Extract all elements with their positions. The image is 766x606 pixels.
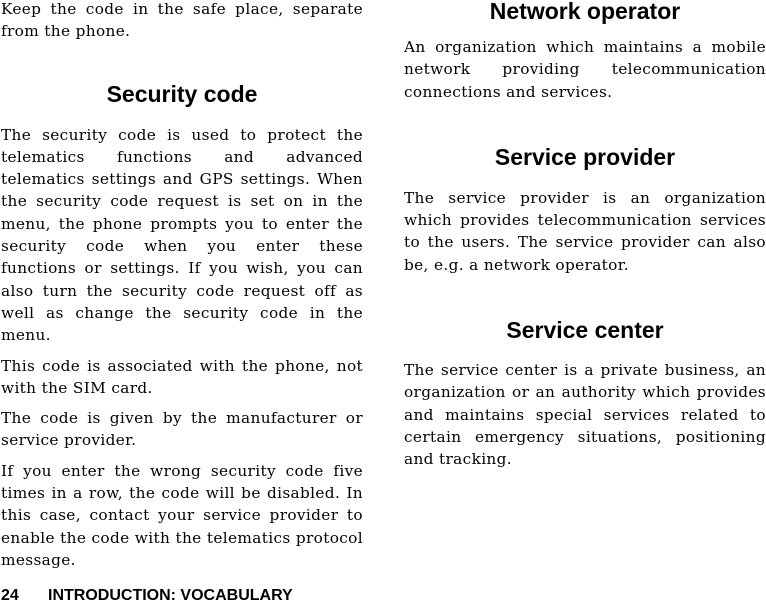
page-number: 24 xyxy=(1,587,19,604)
security-code-paragraph-1: The security code is used to protect the telematics functions and advanced telematics settings and GPS settings. When the security code request is set on in the menu, the phone prompts you to enter the security code when you enter these functions or settings. If you wish, you can also turn the security code request off as well as change the security code in the menu. xyxy=(1,125,363,345)
network-operator-paragraph: An organization which maintains a mobile network providing telecommunication connections and services. xyxy=(404,38,766,101)
right-column xyxy=(404,0,766,471)
intro-paragraph: Keep the code in the safe place, separate from the phone. xyxy=(1,0,363,41)
service-center-heading: Service center xyxy=(506,317,664,344)
service-provider-heading: Service provider xyxy=(494,143,676,170)
service-center-paragraph: The service center is a private business, an organization or an authority which provides and maintains special services related to certain emergency situations, positioning and tracking. xyxy=(404,361,766,469)
page-footer xyxy=(1,586,293,606)
security-code-paragraph-3: The code is given by the manufacturer or service provider. xyxy=(1,409,363,450)
security-code-paragraph-2: This code is associated with the phone, not with the SIM card. xyxy=(1,356,363,397)
security-code-heading: Security code xyxy=(106,80,258,107)
security-code-paragraph-4: If you enter the wrong security code five times in a row, the code will be disabled. In this case, contact your service provider to enable the code with the telematics protocol message. xyxy=(1,461,363,569)
network-operator-heading: Network operator xyxy=(489,0,681,24)
section-title: INTRODUCTION: VOCABULARY xyxy=(48,587,293,604)
service-provider-paragraph: The service provider is an organization which provides telecommunication services to the users. The service provider can also be, e.g. a network operator. xyxy=(404,188,766,274)
left-column xyxy=(1,0,363,571)
